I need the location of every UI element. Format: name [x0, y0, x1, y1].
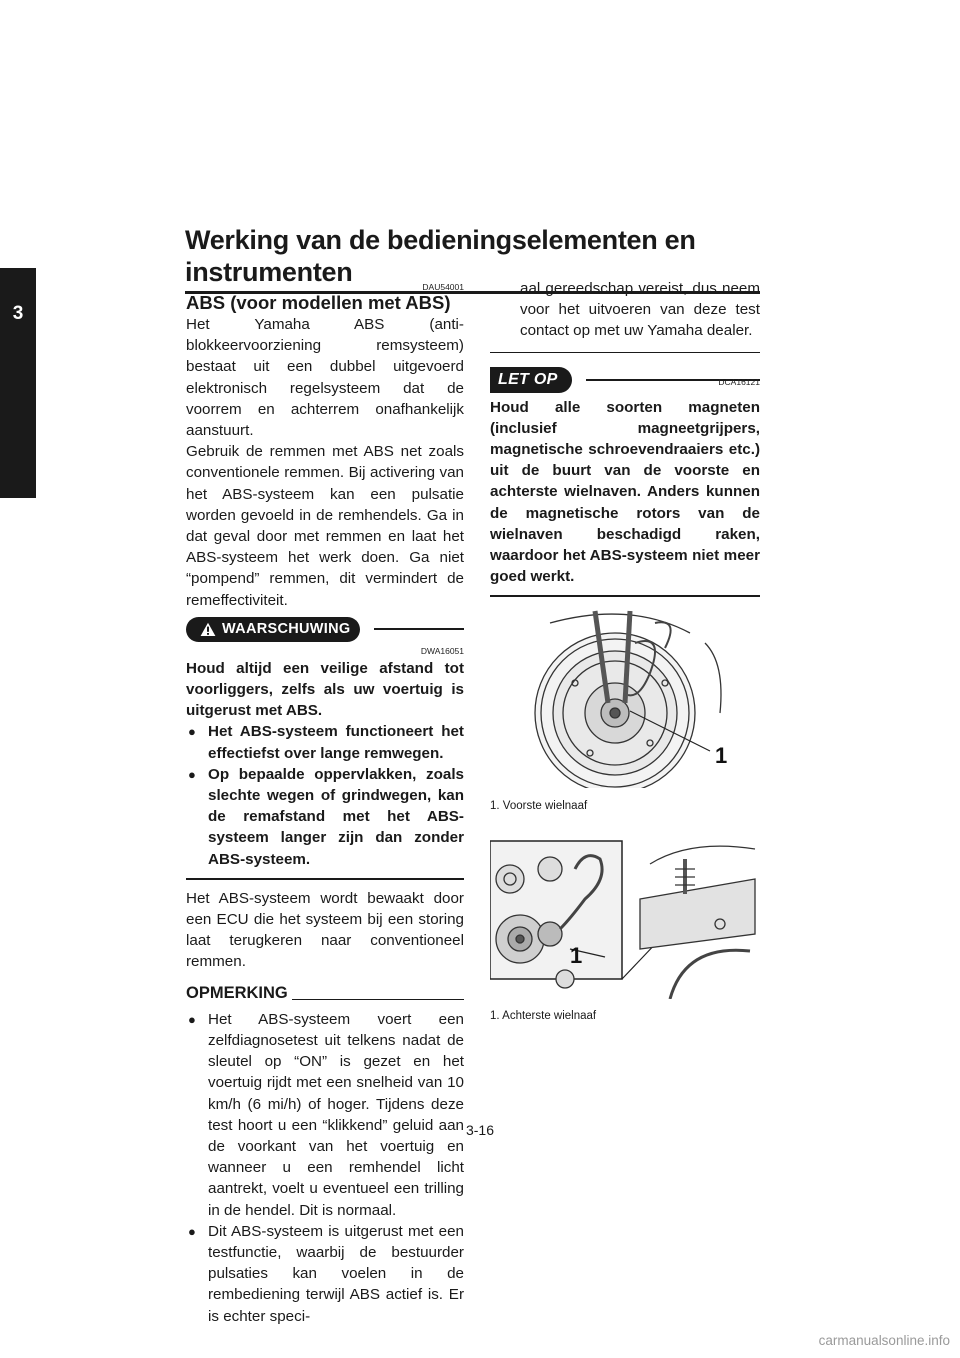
front-hub-callout: 1 — [715, 743, 728, 769]
warning-header — [186, 617, 464, 642]
notice-code: DCA16121 — [718, 376, 760, 387]
note-item: ● Dit ABS-systeem is uitgerust met een testfunctie, waarbij de bestuurder pulsaties kan voelen in de rembediening terwijl ABS actief is. Er is echter speci- — [186, 1221, 464, 1327]
warning-triangle-icon — [200, 622, 216, 637]
rear-hub-callout: 1 — [570, 942, 583, 968]
paragraph-usage: Gebruik de remmen met ABS net zoals conventionele remmen. Bij activering van het ABS-systeem kan een pulsatie worden gevoeld in de remhendels. Ga in dat geval door met remmen en laat het ABS-systeem het werk doen. Ga niet “pompend” remmen, dit vermindert de remeffectiviteit. — [186, 443, 464, 609]
warning-item: ● Het ABS-systeem functioneert het effectiefst over lange remwegen. — [186, 721, 464, 763]
note-item: ● Het ABS-systeem voert een zelfdiagnosetest uit telkens nadat de sleutel op “ON” is gezet en het voertuig rijdt met een snelheid van 10 km/h (6 mi/h) of hoger. Tijdens deze test hoort u een “klikkend” geluid aan de voorkant van het voertuig en wanneer u een remhendel licht aantrekt, voelt u eventueel een trilling in de hendel. Dit is normaal. — [186, 1009, 464, 1221]
note-header-rule — [292, 999, 464, 1000]
warning-list — [186, 721, 464, 869]
section-heading: ABS (voor modellen met ABS) — [186, 292, 451, 313]
left-column — [186, 278, 464, 1327]
page-title: Werking van de bedieningselementen en instrumenten — [185, 225, 696, 287]
paragraph-ecu: Het ABS-systeem wordt bewaakt door een ECU die het systeem bij een storing laat terugkeren naar conventioneel remmen. — [186, 889, 464, 971]
notice-text: Houd alle soorten magneten (inclusief magneetgrijpers, magnetische schroevendraaiers etc.) uit de buurt van de voorste en achterste wielnaven. Anders kunnen de magnetische rotors van de wielnaven beschadigd raken, waardoor het ABS-systeem niet meer goed werkt. — [490, 398, 760, 586]
note-label: OPMERKING — [186, 983, 288, 1002]
paragraph-intro: Het Yamaha ABS (anti-blokkeervoorziening remsysteem) bestaat uit een dubbel uitgevoerd elektronisch regelsysteem dat de voorrem en achterrem onafhankelijk aanstuurt. — [186, 316, 464, 440]
warning-intro: Houd altijd een veilige afstand tot voorliggers, zelfs als uw voertuig is uitgerust met ABS. — [186, 659, 464, 720]
note-header — [186, 983, 464, 1003]
notice-bottom-rule — [490, 595, 760, 597]
note-end-rule — [490, 352, 760, 353]
section-code: DAU54001 — [422, 282, 464, 292]
notice-badge: LET OP — [490, 367, 572, 393]
warning-label: WAARSCHUWING — [222, 620, 351, 637]
warning-bottom-rule — [186, 878, 464, 880]
warning-badge — [186, 617, 360, 642]
figure-front-hub — [490, 603, 760, 812]
front-wheel-illustration — [490, 603, 760, 788]
watermark: carmanualsonline.info — [818, 1333, 950, 1348]
rear-wheel-illustration — [490, 839, 760, 999]
page-number: 3-16 — [465, 1122, 495, 1138]
right-column — [490, 278, 760, 1023]
warning-header-rule — [374, 628, 464, 630]
figure-caption: 1. Achterste wielnaaf — [490, 1009, 597, 1022]
note-list — [186, 1009, 464, 1327]
chapter-tab — [0, 268, 36, 498]
warning-code: DWA16051 — [420, 645, 464, 656]
figure-rear-hub — [490, 839, 760, 1023]
note-continuation: aal gereedschap vereist, dus neem voor het uitvoeren van deze test contact op met uw Yamaha dealer. — [520, 280, 760, 340]
chapter-number: 3 — [12, 303, 24, 324]
figure-caption: 1. Voorste wielnaaf — [490, 799, 588, 812]
warning-item: ● Op bepaalde oppervlakken, zoals slechte wegen of grindwegen, kan de remafstand met het ABS-systeem langer zijn dan zonder ABS-systeem. — [186, 764, 464, 870]
